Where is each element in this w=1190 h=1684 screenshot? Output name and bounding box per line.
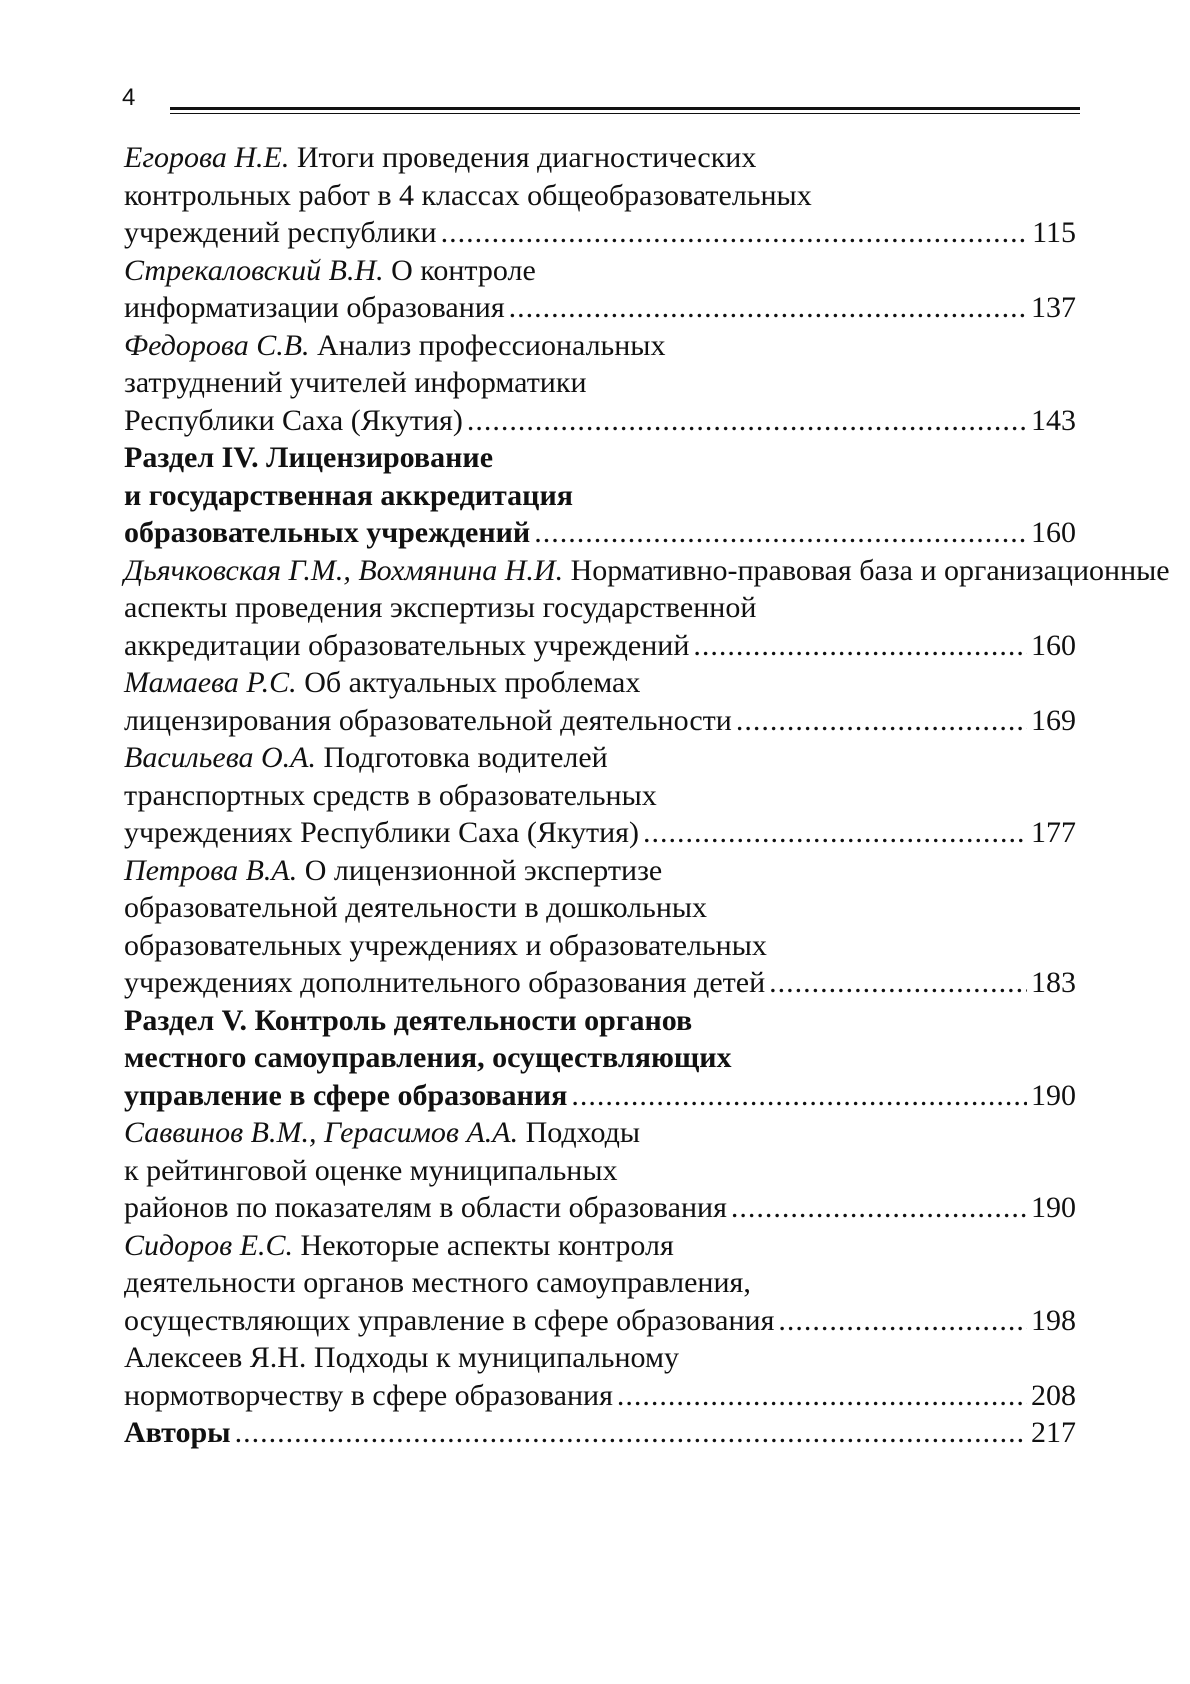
toc-section-heading [124,1002,1076,1115]
toc-entry-text: лицензирования образовательной деятельности [124,703,732,737]
dot-leader [509,289,1027,327]
toc-entry-line [124,439,1076,477]
dot-leader [617,1377,1027,1415]
dot-leader [769,964,1027,1002]
toc-entry-line [124,927,1076,965]
toc-entry-last-line [124,514,1076,552]
page-number: 4 [122,84,136,111]
toc-page-number: 115 [1032,216,1076,249]
toc-entry-text: Алексеев Я.Н. Подходы к муниципальному [124,1341,679,1374]
toc-entry [124,739,1076,852]
toc-entry-author: Петрова В.А. [124,853,298,887]
toc-entry-text: информатизации образования [124,291,505,324]
toc-section-heading [124,1414,1076,1452]
toc-entry-text: Раздел V. Контроль деятельности органов [124,1003,693,1037]
toc-page-number: 217 [1031,1416,1076,1449]
header-rule-thin [170,113,1080,114]
toc-entry [124,1114,1076,1227]
toc-entry-text: образовательной деятельности в дошкольных [124,891,708,924]
toc-entry-line [124,1152,1076,1190]
toc-entry-line [124,477,1076,515]
toc-entry-text: аккредитации образовательных учреждений [124,628,690,662]
toc-entry-text: Раздел IV. Лицензирование [124,441,494,474]
toc-entry [124,1339,1076,1414]
toc-entry-text: нормотворчеству в сфере образования [124,1378,613,1412]
toc-entry-line [124,252,1076,290]
dot-leader [534,514,1027,552]
toc-entry-text: осуществляющих управление в сфере образования [124,1303,775,1337]
toc-entry-author: Федорова С.В. [124,328,310,362]
toc-entry-line [124,552,1170,590]
toc-section-heading [124,439,1076,552]
toc-entry-line [124,1264,1076,1302]
toc-entry-text: и государственная аккредитация [124,478,573,512]
toc-entry-text: Анализ профессиональных [317,328,666,362]
toc-page-number: 198 [1031,1303,1076,1337]
toc-entry-last-line [124,814,1076,852]
toc-entry-author: Егорова Н.Е. [124,141,290,174]
toc-entry-text: учреждений республики [124,216,437,249]
toc-entry-text: Об актуальных проблемах [304,666,641,699]
toc-entry-last-line [124,289,1076,327]
toc-entry-last-line [124,627,1076,665]
toc-entry-line [124,852,1076,890]
dot-leader [736,702,1027,740]
toc-entry-text: Авторы [124,1416,231,1449]
toc-entry [124,1227,1076,1340]
toc-entry-author: Стрекаловский В.Н. [124,253,384,287]
toc-entry-last-line [124,214,1076,252]
toc-entry-line [124,739,1076,777]
toc-entry-last-line [124,1302,1076,1340]
header-rule [170,107,1080,116]
toc-entry-text: образовательных учреждениях и образовательных [124,928,767,962]
toc-entry-text: Республики Саха (Якутия) [124,403,463,437]
toc-entry-author: Саввинов В.М., Герасимов А.А. [124,1116,519,1149]
toc-entry-line [124,1039,1076,1077]
toc-entry-text: Итоги проведения диагностических [296,141,757,174]
toc-entry-text: учреждениях Республики Саха (Якутия) [124,816,639,849]
toc-entry-line [124,777,1076,815]
toc-entry-last-line [124,1414,1076,1452]
toc-entry-last-line [124,1377,1076,1415]
table-of-contents [124,139,1170,1452]
toc-entry-text: образовательных учреждений [124,516,531,549]
toc-entry-text: Подготовка водителей [323,741,608,774]
toc-entry-line [124,1114,1076,1152]
dot-leader [571,1077,1027,1115]
toc-entry-author: Сидоров Е.С. [124,1228,294,1262]
dot-leader [235,1414,1027,1452]
toc-page-number: 177 [1031,816,1076,849]
toc-entry-line [124,1227,1076,1265]
toc-entry-line [124,364,1076,402]
toc-entry-text: учреждениях дополнительного образования детей [124,966,766,999]
dot-leader [643,814,1027,852]
dot-leader [441,214,1029,252]
toc-entry-text: транспортных средств в образовательных [124,778,657,812]
toc-entry-last-line [124,1077,1076,1115]
toc-page-number: 183 [1031,966,1076,999]
dot-leader [467,402,1027,440]
toc-entry-line [124,1002,1076,1040]
toc-entry-line [124,664,1076,702]
dot-leader [778,1302,1027,1340]
toc-page-number: 190 [1031,1191,1076,1224]
toc-entry-text: к рейтинговой оценке муниципальных [124,1153,618,1187]
toc-page-number: 160 [1031,516,1076,549]
toc-entry-text: аспекты проведения экспертизы государственной [124,591,757,624]
toc-entry-last-line [124,402,1076,440]
toc-entry-text: управление в сфере образования [124,1078,568,1112]
toc-entry-text: О контроле [391,253,536,287]
toc-entry-text: Подходы [525,1116,641,1149]
toc-entry-author: Дьячковская Г.М., Вохмянина Н.И. [124,553,564,587]
toc-entry-text: Нормативно-правовая база и организационные [570,553,1170,587]
toc-entry [124,139,1076,252]
toc-entry-text: контрольных работ в 4 классах общеобразовательных [124,178,812,212]
toc-entry-line [124,1339,1076,1377]
header-rule-thick [170,107,1080,110]
toc-page-number: 137 [1031,291,1076,324]
toc-entry-line [124,177,1076,215]
toc-entry-last-line [124,1189,1076,1227]
toc-entry [124,252,1076,327]
toc-entry-author: Мамаева Р.С. [124,666,297,699]
toc-entry [124,327,1076,440]
toc-entry-line [124,327,1076,365]
toc-entry-author: Васильева О.А. [124,741,316,774]
toc-entry-line [124,889,1076,927]
toc-entry-text: деятельности органов местного самоуправления, [124,1266,751,1299]
toc-entry-line [124,139,1076,177]
toc-entry [124,852,1076,1002]
toc-entry-text: районов по показателям в области образования [124,1191,727,1224]
toc-entry-text: затруднений учителей информатики [124,366,587,399]
dot-leader [693,627,1027,665]
toc-entry [124,664,1076,739]
toc-page-number: 208 [1031,1378,1076,1412]
toc-page-number: 190 [1031,1078,1076,1112]
toc-entry-line [124,589,1076,627]
toc-entry-text: О лицензионной экспертизе [304,853,663,887]
toc-entry-last-line [124,964,1076,1002]
toc-entry-text: местного самоуправления, осуществляющих [124,1041,732,1074]
dot-leader [731,1189,1027,1227]
toc-entry [124,552,1170,665]
toc-entry-text: Некоторые аспекты контроля [300,1228,674,1262]
toc-entry-last-line [124,702,1076,740]
toc-page-number: 143 [1031,403,1076,437]
toc-page-number: 169 [1031,703,1076,737]
toc-page-number: 160 [1031,628,1076,662]
